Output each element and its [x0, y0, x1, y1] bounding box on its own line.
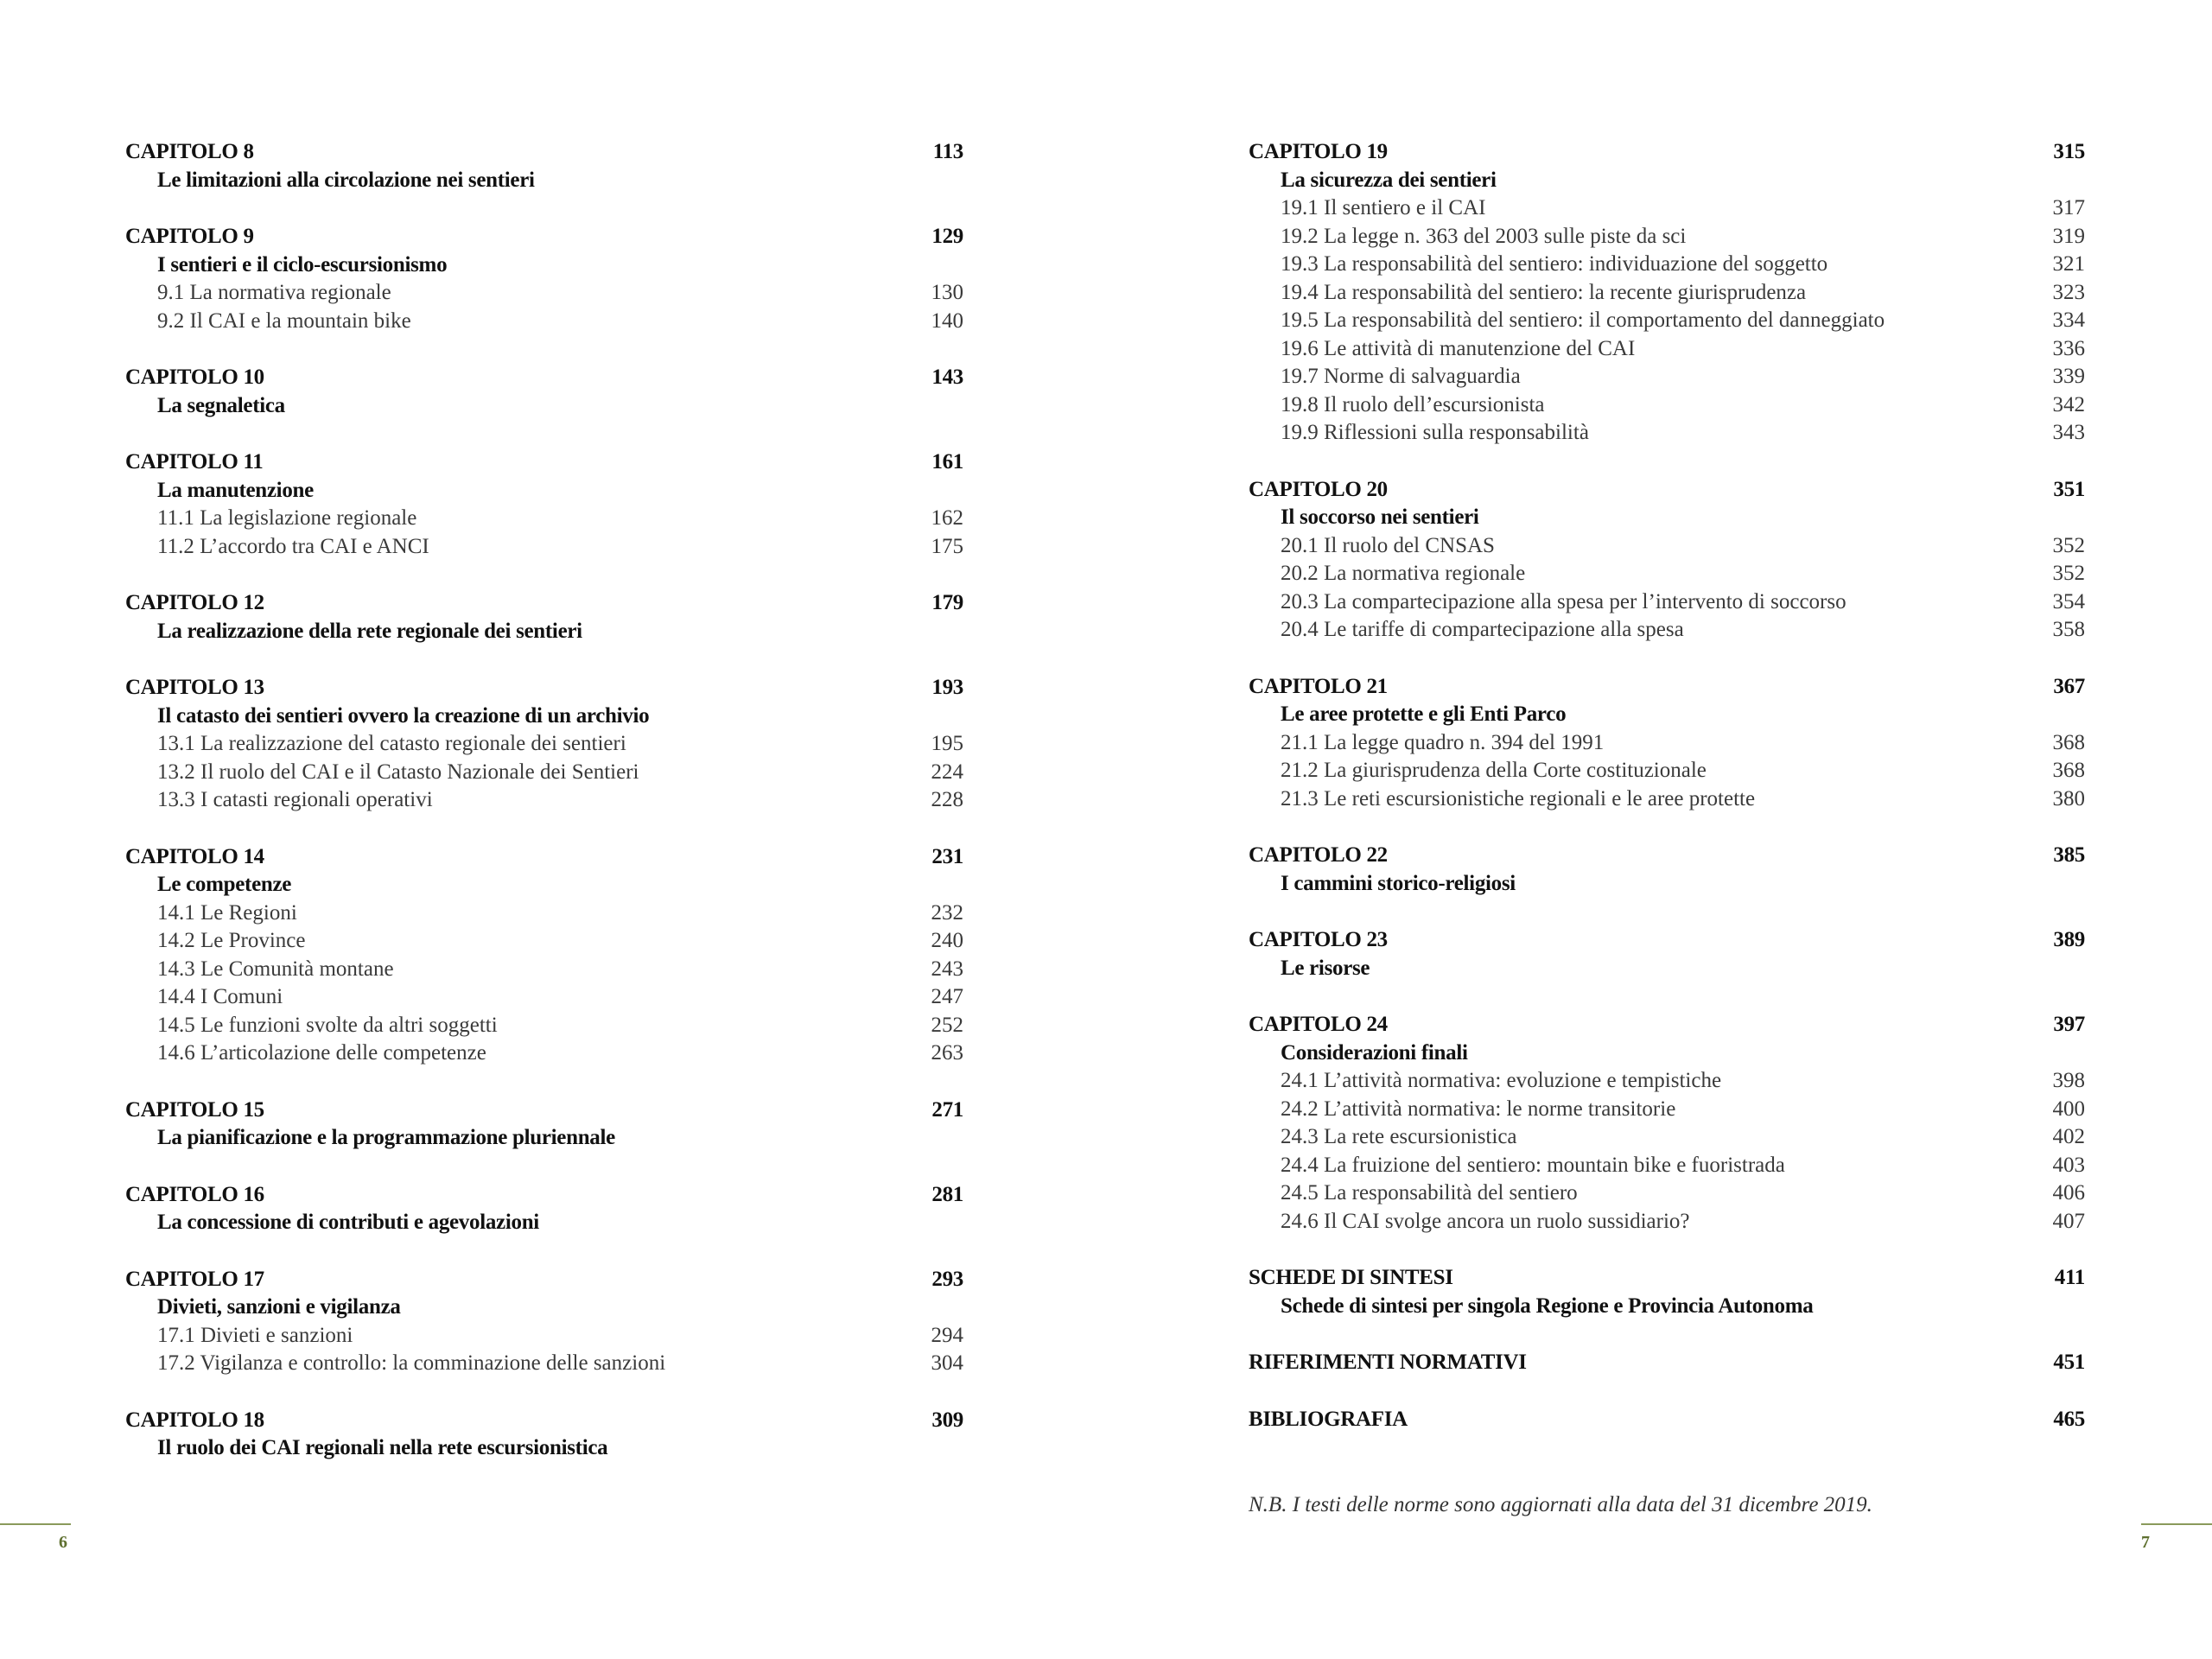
chapter-heading[interactable]: [1249, 673, 2085, 702]
section-label: 24.1 L’attività normativa: evoluzione e tempistiche: [1281, 1069, 1722, 1092]
section-item[interactable]: [125, 956, 963, 984]
section-item[interactable]: [1249, 729, 2085, 758]
toc-entry: [1249, 1011, 2085, 1236]
section-item[interactable]: [125, 279, 963, 308]
section-label: 9.2 Il CAI e la mountain bike: [157, 308, 411, 333]
chapter-page-number: 281: [931, 1182, 963, 1206]
section-item[interactable]: [1249, 194, 2085, 223]
chapter-heading[interactable]: [125, 223, 963, 251]
section-item[interactable]: [1249, 279, 2085, 308]
chapter-label: RIFERIMENTI NORMATIVI: [1249, 1351, 1527, 1374]
section-item[interactable]: [1249, 560, 2085, 588]
toc-entry: [125, 1266, 963, 1378]
chapter-title-text: Le limitazioni alla circolazione nei sentieri: [157, 168, 535, 192]
section-page-number: 402: [2052, 1125, 2085, 1148]
section-page-number: 224: [931, 760, 963, 784]
page-number-left: 6: [59, 1533, 67, 1552]
chapter-page-number: 451: [2053, 1351, 2085, 1374]
chapter-label: CAPITOLO 11: [125, 450, 264, 474]
section-label: 20.4 Le tariffe di compartecipazione alla spesa: [1281, 618, 1684, 641]
chapter-page-number: 193: [931, 676, 963, 699]
section-label: 21.1 La legge quadro n. 394 del 1991: [1281, 730, 1605, 754]
toc-entry: [125, 223, 963, 335]
section-label: 20.2 La normativa regionale: [1281, 562, 1526, 585]
chapter-title-text: La concessione di contributi e agevolazioni: [157, 1211, 539, 1234]
chapter-page-number: 231: [931, 844, 963, 868]
section-label: 21.3 Le reti escursionistiche regionali e le aree protette: [1281, 786, 1756, 810]
section-page-number: 317: [2052, 196, 2085, 219]
chapter-page-number: 293: [931, 1267, 963, 1291]
chapter-title[interactable]: [1249, 1293, 2085, 1321]
section-item[interactable]: [1249, 1179, 2085, 1208]
chapter-page-number: 367: [2053, 674, 2085, 698]
section-page-number: 352: [2052, 533, 2085, 557]
chapter-title-text: Considerazioni finali: [1281, 1040, 1468, 1065]
section-item[interactable]: [125, 1012, 963, 1040]
section-label: 14.5 Le funzioni svolte da altri soggetti: [157, 1013, 498, 1037]
chapter-heading[interactable]: [125, 1181, 963, 1210]
section-label: 24.4 La fruizione del sentiero: mountain bike e fuoristrada: [1281, 1153, 1785, 1177]
toc-right-column: [1249, 138, 2085, 1462]
chapter-heading[interactable]: [125, 448, 963, 477]
section-item[interactable]: [125, 983, 963, 1012]
chapter-page-number: 113: [932, 140, 963, 163]
section-page-number: 368: [2052, 730, 2085, 754]
chapter-title[interactable]: [1249, 701, 2085, 729]
section-page-number: 252: [931, 1013, 963, 1037]
section-label: 19.7 Norme di salvaguardia: [1281, 365, 1521, 388]
toc-entry: [1249, 138, 2085, 448]
chapter-title[interactable]: [125, 1294, 963, 1322]
section-item[interactable]: [125, 927, 963, 956]
chapter-heading[interactable]: [125, 1266, 963, 1294]
chapter-page-number: 129: [931, 225, 963, 248]
chapter-title-text: Le risorse: [1281, 956, 1370, 980]
section-page-number: 368: [2052, 759, 2085, 782]
section-label: 17.2 Vigilanza e controllo: la comminazione delle sanzioni: [157, 1351, 666, 1375]
page-rule-left: [0, 1523, 71, 1525]
section-page-number: 358: [2052, 618, 2085, 641]
chapter-title[interactable]: [125, 871, 963, 899]
section-page-number: 336: [2052, 336, 2085, 360]
chapter-title[interactable]: [1249, 1039, 2085, 1068]
toc-entry: [125, 138, 963, 194]
section-page-number: 343: [2052, 421, 2085, 444]
section-page-number: 334: [2052, 308, 2085, 332]
section-item[interactable]: [125, 730, 963, 759]
section-item[interactable]: [1249, 757, 2085, 785]
chapter-title-text: Il ruolo dei CAI regionali nella rete escursionistica: [157, 1436, 608, 1459]
section-item[interactable]: [125, 308, 963, 336]
section-page-number: 140: [931, 308, 963, 333]
section-page-number: 304: [931, 1351, 963, 1375]
section-item[interactable]: [1249, 1123, 2085, 1152]
section-page-number: 352: [2052, 562, 2085, 585]
chapter-heading[interactable]: [1249, 476, 2085, 505]
section-page-number: 263: [931, 1041, 963, 1065]
chapter-label: CAPITOLO 18: [125, 1408, 264, 1432]
section-label: 19.3 La responsabilità del sentiero: individuazione del soggetto: [1281, 252, 1828, 276]
section-item[interactable]: [1249, 223, 2085, 251]
section-label: 24.2 L’attività normativa: le norme transitorie: [1281, 1096, 1676, 1121]
toc-entry: [125, 1407, 963, 1463]
chapter-title-text: La sicurezza dei sentieri: [1281, 168, 1497, 192]
section-item[interactable]: [125, 505, 963, 533]
chapter-heading[interactable]: [125, 674, 963, 702]
section-item[interactable]: [125, 1039, 963, 1068]
chapter-page-number: 397: [2053, 1013, 2085, 1036]
chapter-heading[interactable]: [125, 589, 963, 618]
chapter-title-text: Divieti, sanzioni e vigilanza: [157, 1295, 401, 1319]
chapter-page-number: 143: [931, 365, 963, 389]
chapter-title-text: La manutenzione: [157, 478, 314, 502]
chapter-label: CAPITOLO 12: [125, 591, 264, 614]
toc-entry: [125, 448, 963, 561]
toc-left-column: [125, 138, 963, 1491]
toc-entry: [1249, 1349, 2085, 1377]
chapter-heading[interactable]: [125, 1096, 963, 1125]
toc-entry: [1249, 1406, 2085, 1434]
section-page-number: 240: [931, 929, 963, 952]
section-label: 19.4 La responsabilità del sentiero: la recente giurisprudenza: [1281, 280, 1807, 304]
chapter-label: CAPITOLO 20: [1249, 477, 1388, 501]
chapter-title[interactable]: [125, 1209, 963, 1237]
section-item[interactable]: [125, 899, 963, 928]
section-item[interactable]: [1249, 307, 2085, 335]
section-item[interactable]: [1249, 532, 2085, 561]
section-page-number: 339: [2052, 365, 2085, 388]
page-rule-right: [2141, 1523, 2212, 1525]
chapter-title-text: Il catasto dei sentieri ovvero la creazione di un archivio: [157, 703, 650, 728]
section-page-number: 398: [2052, 1069, 2085, 1092]
chapter-title[interactable]: [1249, 870, 2085, 899]
chapter-title-text: Schede di sintesi per singola Regione e Provincia Autonoma: [1281, 1294, 1814, 1318]
section-item[interactable]: [1249, 335, 2085, 364]
section-item[interactable]: [125, 786, 963, 815]
chapter-label: CAPITOLO 19: [1249, 140, 1388, 163]
section-label: 13.3 I catasti regionali operativi: [157, 788, 433, 811]
section-page-number: 342: [2052, 392, 2085, 416]
section-label: 20.1 Il ruolo del CNSAS: [1281, 533, 1495, 557]
section-page-number: 294: [931, 1323, 963, 1347]
chapter-heading[interactable]: [1249, 1264, 2085, 1293]
chapter-label: CAPITOLO 23: [1249, 928, 1388, 951]
chapter-page-number: 411: [2054, 1266, 2085, 1289]
chapter-title[interactable]: [125, 167, 963, 195]
chapter-title[interactable]: [125, 251, 963, 280]
chapter-title-text: Le competenze: [157, 873, 292, 896]
section-label: 19.1 Il sentiero e il CAI: [1281, 196, 1486, 219]
chapter-heading[interactable]: [1249, 138, 2085, 167]
section-label: 19.2 La legge n. 363 del 2003 sulle piste da sci: [1281, 224, 1687, 248]
section-item[interactable]: [1249, 1096, 2085, 1124]
section-item[interactable]: [1249, 1067, 2085, 1096]
chapter-label: CAPITOLO 24: [1249, 1013, 1388, 1036]
chapter-title[interactable]: [125, 392, 963, 421]
section-page-number: 407: [2052, 1209, 2085, 1233]
chapter-heading[interactable]: [125, 843, 963, 872]
chapter-page-number: 315: [2053, 140, 2085, 163]
chapter-heading[interactable]: [1249, 926, 2085, 955]
chapter-label: CAPITOLO 17: [125, 1267, 264, 1291]
chapter-heading[interactable]: [1249, 1406, 2085, 1434]
section-item[interactable]: [1249, 363, 2085, 391]
section-item[interactable]: [1249, 1208, 2085, 1236]
section-label: 24.5 La responsabilità del sentiero: [1281, 1181, 1578, 1205]
section-item[interactable]: [1249, 251, 2085, 279]
section-label: 14.1 Le Regioni: [157, 900, 297, 925]
section-page-number: 162: [931, 506, 963, 530]
chapter-page-number: 309: [931, 1408, 963, 1432]
section-page-number: 130: [931, 281, 963, 304]
chapter-title[interactable]: [1249, 167, 2085, 195]
chapter-title-text: Il soccorso nei sentieri: [1281, 505, 1479, 529]
section-page-number: 323: [2052, 280, 2085, 304]
chapter-title[interactable]: [125, 1434, 963, 1463]
section-label: 19.5 La responsabilità del sentiero: il comportamento del danneggiato: [1281, 308, 1885, 332]
toc-entry: [1249, 926, 2085, 982]
section-page-number: 380: [2052, 786, 2085, 810]
chapter-title-text: La realizzazione della rete regionale dei sentieri: [157, 619, 582, 643]
toc-entry: [1249, 673, 2085, 814]
section-label: 13.2 Il ruolo del CAI e il Catasto Nazionale dei Sentieri: [157, 760, 639, 784]
section-item[interactable]: [125, 533, 963, 562]
section-item[interactable]: [125, 1350, 963, 1378]
section-label: 24.3 La rete escursionistica: [1281, 1125, 1517, 1148]
chapter-heading[interactable]: [1249, 1349, 2085, 1377]
chapter-title[interactable]: [125, 618, 963, 646]
chapter-title-text: Le aree protette e gli Enti Parco: [1281, 702, 1567, 726]
section-label: 14.2 Le Province: [157, 929, 306, 952]
chapter-label: CAPITOLO 8: [125, 140, 254, 163]
toc-entry: [1249, 476, 2085, 645]
section-label: 11.1 La legislazione regionale: [157, 506, 417, 530]
chapter-page-number: 385: [2053, 843, 2085, 867]
section-page-number: 406: [2052, 1181, 2085, 1205]
section-page-number: 243: [931, 957, 963, 981]
section-label: 17.1 Divieti e sanzioni: [157, 1323, 353, 1347]
section-label: 11.2 L’accordo tra CAI e ANCI: [157, 534, 429, 558]
chapter-label: CAPITOLO 13: [125, 676, 264, 699]
section-page-number: 175: [931, 534, 963, 558]
chapter-label: CAPITOLO 15: [125, 1097, 264, 1122]
chapter-page-number: 271: [931, 1097, 963, 1122]
toc-entry: [125, 1181, 963, 1237]
section-page-number: 247: [931, 985, 963, 1008]
chapter-label: CAPITOLO 22: [1249, 843, 1388, 867]
section-label: 14.3 Le Comunità montane: [157, 957, 394, 981]
chapter-title-text: La segnaletica: [157, 393, 285, 417]
chapter-title-text: I sentieri e il ciclo-escursionismo: [157, 252, 448, 276]
toc-entry: [125, 674, 963, 815]
section-page-number: 228: [931, 788, 963, 811]
section-label: 14.6 L’articolazione delle competenze: [157, 1041, 486, 1065]
chapter-label: CAPITOLO 14: [125, 844, 264, 868]
chapter-title[interactable]: [125, 477, 963, 505]
chapter-title[interactable]: [1249, 955, 2085, 983]
chapter-label: SCHEDE DI SINTESI: [1249, 1266, 1453, 1289]
section-label: 21.2 La giurisprudenza della Corte costituzionale: [1281, 759, 1707, 782]
section-item[interactable]: [1249, 785, 2085, 814]
toc-entry: [125, 364, 963, 420]
chapter-label: CAPITOLO 9: [125, 225, 254, 248]
chapter-heading[interactable]: [1249, 842, 2085, 870]
section-label: 20.3 La compartecipazione alla spesa per l’intervento di soccorso: [1281, 589, 1847, 613]
page-number-right: 7: [2141, 1533, 2150, 1552]
section-item[interactable]: [1249, 588, 2085, 617]
section-label: 13.1 La realizzazione del catasto regionale dei sentieri: [157, 732, 626, 755]
toc-entry: [1249, 842, 2085, 898]
section-item[interactable]: [125, 759, 963, 787]
section-item[interactable]: [1249, 391, 2085, 420]
chapter-title[interactable]: [125, 702, 963, 731]
chapter-title[interactable]: [125, 1124, 963, 1153]
chapter-heading[interactable]: [125, 1407, 963, 1435]
chapter-page-number: 179: [931, 591, 963, 614]
chapter-label: CAPITOLO 16: [125, 1182, 264, 1206]
section-item[interactable]: [1249, 419, 2085, 448]
chapter-page-number: 351: [2053, 477, 2085, 501]
chapter-page-number: 389: [2053, 928, 2085, 951]
section-page-number: 354: [2052, 589, 2085, 613]
section-item[interactable]: [1249, 616, 2085, 645]
section-item[interactable]: [1249, 1152, 2085, 1180]
section-label: 9.1 La normativa regionale: [157, 281, 391, 304]
chapter-title-text: La pianificazione e la programmazione pluriennale: [157, 1126, 615, 1149]
chapter-heading[interactable]: [1249, 1011, 2085, 1039]
chapter-page-number: 465: [2053, 1407, 2085, 1431]
chapter-page-number: 161: [931, 450, 963, 474]
section-item[interactable]: [125, 1322, 963, 1351]
chapter-label: CAPITOLO 10: [125, 365, 264, 389]
toc-entry: [125, 843, 963, 1068]
section-label: 24.6 Il CAI svolge ancora un ruolo sussidiario?: [1281, 1209, 1690, 1233]
chapter-heading[interactable]: [125, 364, 963, 392]
section-page-number: 319: [2052, 224, 2085, 248]
toc-entry: [125, 1096, 963, 1153]
section-page-number: 232: [931, 900, 963, 925]
section-page-number: 400: [2052, 1096, 2085, 1121]
chapter-title[interactable]: [1249, 504, 2085, 532]
section-page-number: 321: [2052, 252, 2085, 276]
chapter-label: BIBLIOGRAFIA: [1249, 1407, 1408, 1431]
chapter-label: CAPITOLO 21: [1249, 674, 1388, 698]
section-page-number: 195: [931, 732, 963, 755]
footnote: N.B. I testi delle norme sono aggiornati alla data del 31 dicembre 2019.: [1249, 1493, 1872, 1516]
section-label: 19.6 Le attività di manutenzione del CAI: [1281, 336, 1636, 360]
toc-entry: [1249, 1264, 2085, 1320]
section-page-number: 403: [2052, 1153, 2085, 1177]
section-label: 19.8 Il ruolo dell’escursionista: [1281, 392, 1545, 416]
chapter-heading[interactable]: [125, 138, 963, 167]
section-label: 14.4 I Comuni: [157, 985, 283, 1008]
toc-entry: [125, 589, 963, 645]
section-label: 19.9 Riflessioni sulla responsabilità: [1281, 421, 1589, 444]
chapter-title-text: I cammini storico-religiosi: [1281, 871, 1516, 895]
